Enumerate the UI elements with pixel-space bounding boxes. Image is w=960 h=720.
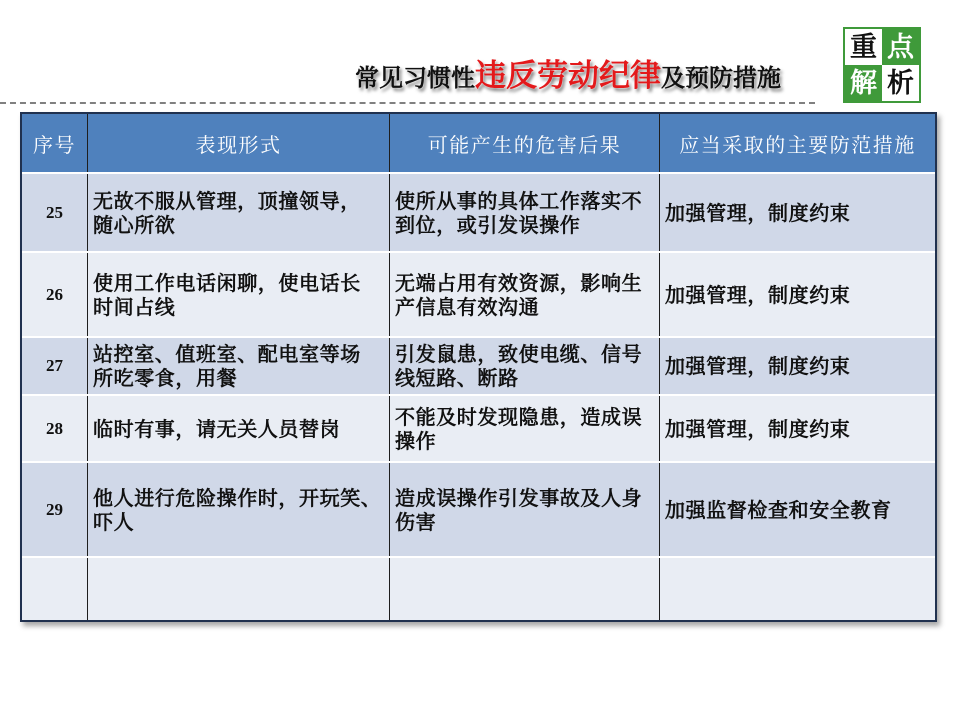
behavior-cell: 他人进行危险操作时，开玩笑、 吓人 (88, 463, 390, 556)
empty-cell (88, 558, 390, 620)
consequence-cell: 无端占用有效资源，影响生 产信息有效沟通 (390, 253, 660, 336)
consequence-cell: 引发鼠患，致使电缆、信号 线短路、断路 (390, 338, 660, 394)
row-number: 28 (22, 396, 88, 461)
measure-cell: 加强监督检查和安全教育 (665, 497, 892, 522)
consequence-cell: 使所从事的具体工作落实不 到位，或引发误操作 (390, 174, 660, 251)
row-number: 29 (22, 463, 88, 556)
measure-cell: 加强管理，制度约束 (665, 354, 851, 378)
table-header-row (22, 114, 935, 172)
table-row (22, 251, 935, 336)
table-row (22, 172, 935, 251)
measure-cell: 加强管理，制度约束 (665, 200, 851, 225)
header-behavior: 表现形式 (88, 114, 390, 172)
table-row (22, 336, 935, 394)
badge-char-3: 解 (845, 65, 882, 101)
table-row (22, 394, 935, 461)
behavior-cell: 无故不服从管理，顶撞领导， 随心所欲 (88, 174, 390, 251)
title-divider-dashed-line (0, 102, 815, 104)
behavior-cell: 临时有事，请无关人员替岗 (88, 396, 390, 461)
row-number: 26 (22, 253, 88, 336)
key-analysis-badge (843, 27, 921, 103)
title-highlight-text: 违反劳动纪律 (475, 58, 661, 94)
empty-cell (390, 558, 660, 620)
empty-cell (22, 558, 88, 620)
consequence-cell: 不能及时发现隐患，造成误 操作 (390, 396, 660, 461)
behavior-cell: 站控室、值班室、配电室等场 所吃零食，用餐 (88, 338, 390, 394)
table-row (22, 461, 935, 556)
badge-char-2: 点 (882, 29, 919, 65)
behavior-cell: 使用工作电话闲聊，使电话长 时间占线 (88, 253, 390, 336)
measure-cell: 加强管理，制度约束 (665, 282, 851, 307)
header-number: 序号 (22, 114, 88, 172)
measure-cell: 加强管理，制度约束 (665, 416, 851, 441)
badge-char-1: 重 (845, 29, 882, 65)
title-tail-text: 及预防措施 (661, 64, 781, 92)
row-number: 25 (22, 174, 88, 251)
header-consequence: 可能产生的危害后果 (390, 114, 660, 172)
discipline-table (20, 112, 937, 622)
slide-title (355, 57, 781, 97)
empty-cell (660, 558, 935, 620)
consequence-cell: 造成误操作引发事故及人身 伤害 (390, 463, 660, 556)
header-measure: 应当采取的主要防范措施 (679, 132, 916, 157)
badge-char-4: 析 (882, 65, 919, 101)
row-number: 27 (22, 338, 88, 394)
table-row-empty (22, 556, 935, 620)
title-lead-text: 常见习惯性 (355, 64, 475, 92)
